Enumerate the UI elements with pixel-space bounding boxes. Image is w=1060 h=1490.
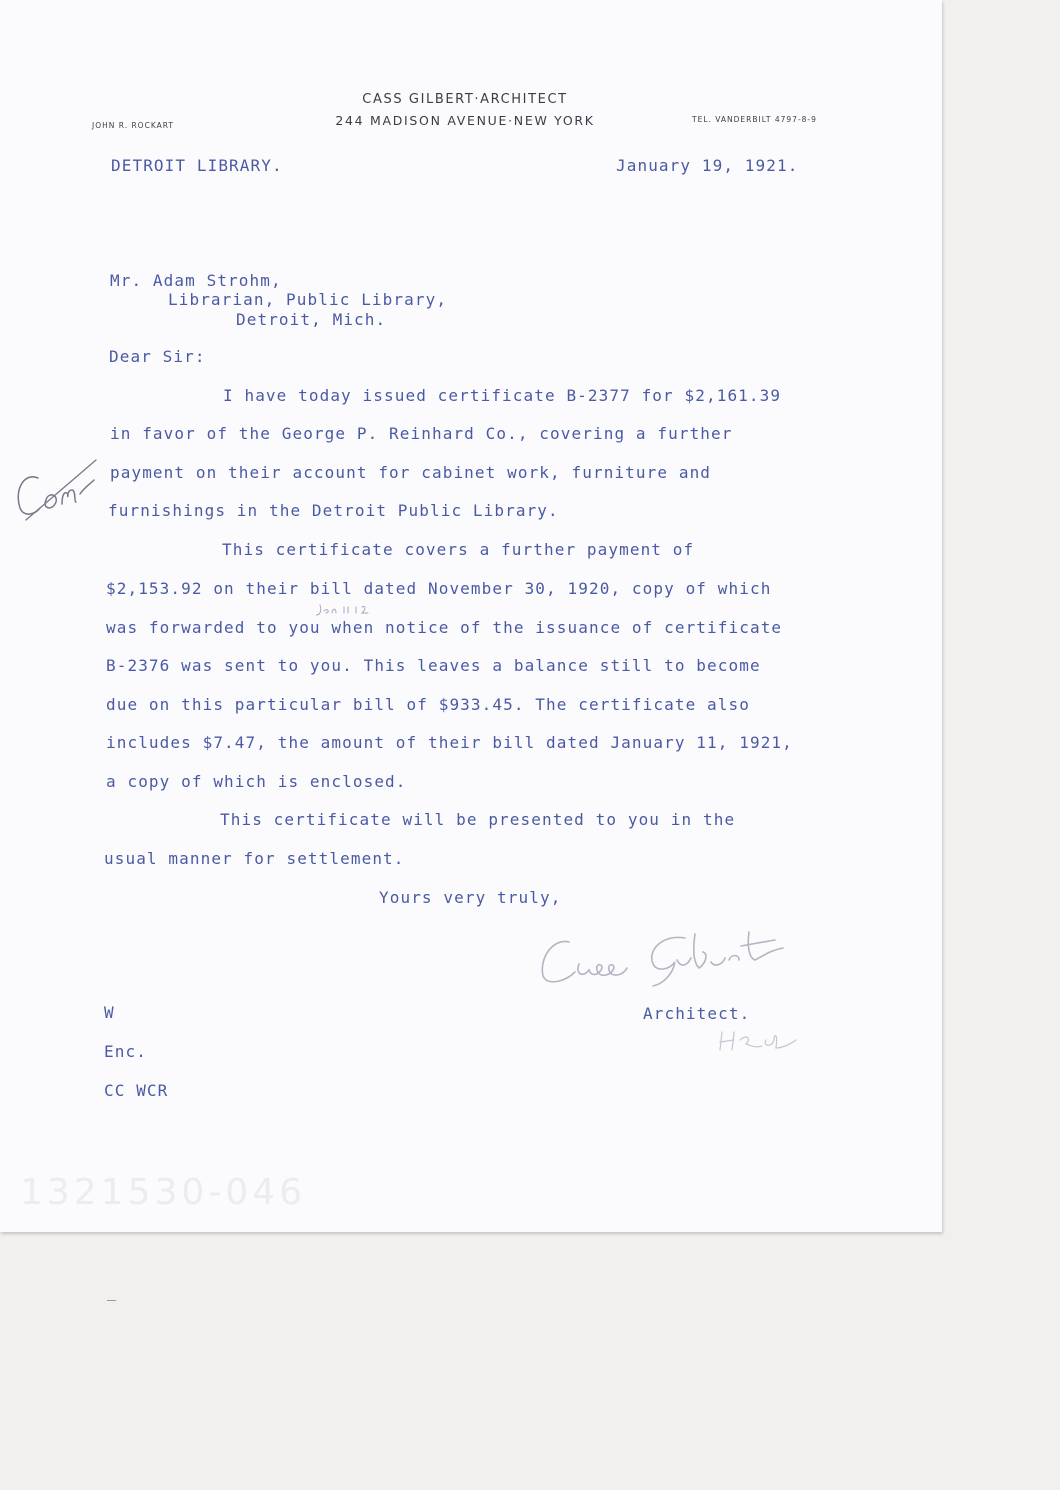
letterhead-telephone: TEL. VANDERBILT 4797-8-9 — [692, 115, 817, 124]
signer-title: Architect. — [643, 1004, 751, 1023]
interlinear-handwritten-note — [316, 601, 376, 621]
body-line: due on this particular bill of $933.45. The certificate also — [106, 695, 750, 714]
salutation: Dear Sir: — [109, 347, 206, 366]
body-line: $2,153.92 on their bill dated November 30, 1920, copy of which — [106, 579, 772, 598]
margin-handwritten-mark — [10, 450, 100, 530]
body-line: This certificate covers a further payment of — [222, 540, 695, 559]
body-line: This certificate will be presented to you in the — [220, 810, 736, 829]
body-line: in favor of the George P. Reinhard Co., covering a further — [110, 424, 733, 443]
letterhead-firm: CASS GILBERT·ARCHITECT — [362, 92, 568, 107]
recipient-title: Librarian, Public Library, — [168, 290, 448, 309]
body-line: a copy of which is enclosed. — [106, 772, 407, 791]
body-line: furnishings in the Detroit Public Library. — [108, 501, 559, 520]
enclosure-note: Enc. — [104, 1042, 147, 1061]
body-line: usual manner for settlement. — [104, 849, 405, 868]
body-line: I have today issued certificate B-2377 for $2,161.39 — [223, 386, 782, 405]
body-line: was forwarded to you when notice of the issuance of certificate — [106, 618, 783, 637]
letter-date: January 19, 1921. — [616, 156, 799, 175]
typist-initial: W — [104, 1003, 115, 1022]
letterhead-address: 244 MADISON AVENUE·NEW YORK — [335, 113, 595, 128]
reference-line: DETROIT LIBRARY. — [111, 156, 283, 175]
body-line: B-2376 was sent to you. This leaves a balance still to become — [106, 656, 761, 675]
closing: Yours very truly, — [379, 888, 562, 907]
background-mark — [107, 1300, 116, 1301]
faint-stamp-text: 1321530-046 — [20, 1172, 307, 1213]
carbon-copy-note: CC WCR — [104, 1081, 169, 1100]
letterhead-left-name: JOHN R. ROCKART — [92, 121, 174, 130]
body-line: payment on their account for cabinet work, furniture and — [110, 463, 712, 482]
handwritten-initials — [716, 1026, 806, 1056]
faint-stamp — [20, 1160, 350, 1220]
recipient-city: Detroit, Mich. — [236, 310, 387, 329]
recipient-name: Mr. Adam Strohm, — [110, 271, 282, 290]
body-line: includes $7.47, the amount of their bill dated January 11, 1921, — [106, 733, 793, 752]
signature — [535, 924, 795, 994]
